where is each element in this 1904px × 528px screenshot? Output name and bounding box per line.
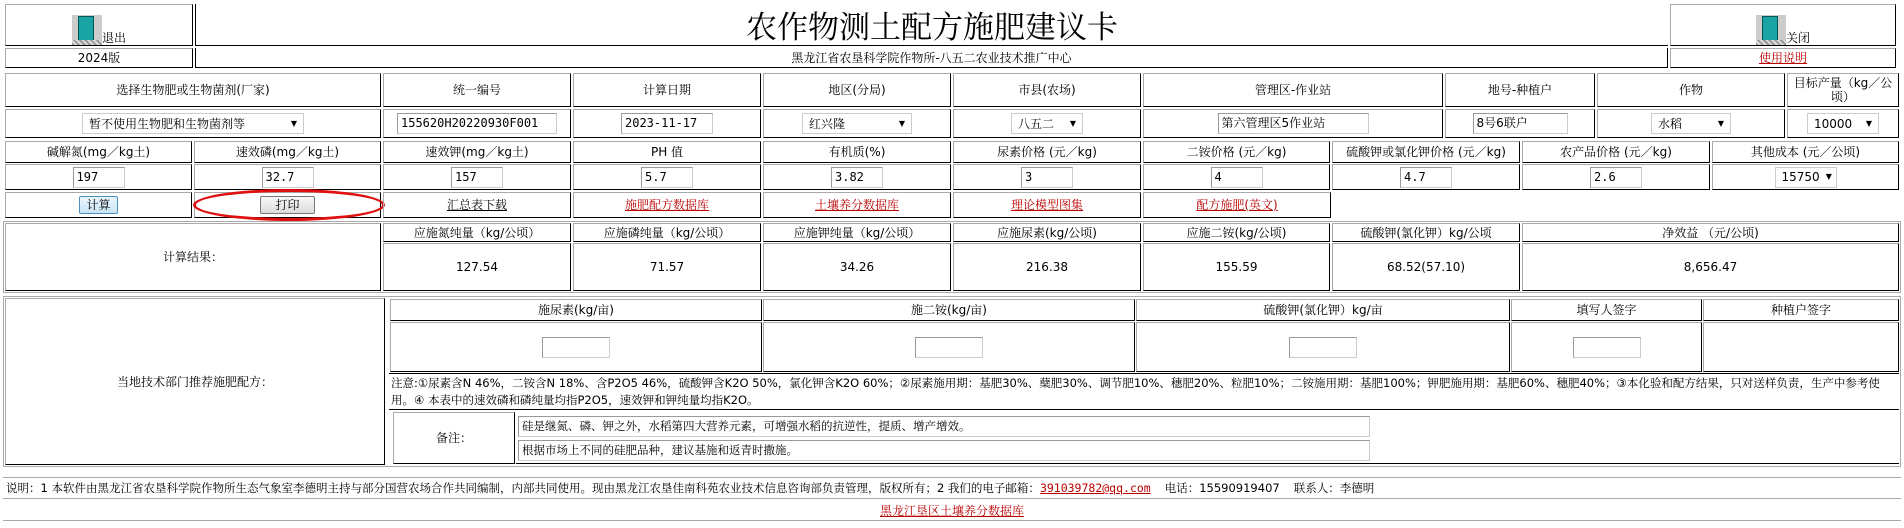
result-value: 127.54: [383, 243, 571, 291]
formula-db-cell: [573, 192, 761, 218]
soil-db-link[interactable]: 土壤养分数据库: [814, 198, 899, 212]
target-cell: [1787, 109, 1899, 138]
phone-text: 电话：15590919407: [1164, 481, 1280, 495]
recommend-header: 种植户签字: [1703, 299, 1899, 321]
header-farm: 市县(农场): [953, 73, 1141, 107]
page-title: 农作物测土配方施肥建议卡: [195, 4, 1668, 46]
dap-price-input[interactable]: 4: [1211, 167, 1263, 188]
target-select[interactable]: [1807, 113, 1879, 134]
header-other-cost: 其他成本 (元／公顷): [1712, 141, 1899, 163]
summary-cell: [383, 192, 571, 218]
door-icon: [1756, 15, 1786, 45]
cell-dap-price: [1143, 164, 1330, 190]
result-header: 应施二铵(kg/公顷): [1143, 223, 1330, 242]
recommend-cell: [1703, 322, 1899, 372]
target-value: 10000: [1814, 116, 1853, 131]
result-header: 应施磷纯量（kg/公顷）: [573, 223, 761, 242]
product-price-input[interactable]: 2.6: [1590, 167, 1642, 188]
header-product-price: 农产品价格 (元／kg): [1522, 141, 1710, 163]
calculate-button[interactable]: 计算: [79, 196, 117, 214]
code-cell: [383, 109, 571, 138]
farm-value: 八五二: [1018, 116, 1055, 131]
other-cost-select[interactable]: [1775, 167, 1837, 188]
note-text: 注意:①尿素含N 46%，二铵含N 18%、含P2O5 46%，硫酸钾含K2O 50%，氯化钾含K2O 60%；②尿素施用期：基肥30%、蘖肥30%、调节肥10%、穗肥20%、粒肥10%；二铵施用期：基肥100%；钾肥施用期：基肥60%、穗肥40%；③本化验和配方结果，只对送样负责，生产中参考使用。④ 本表中的速效磷和磷纯量均指P2O5，速效钾和钾纯量均指K2O。: [389, 373, 1899, 410]
exit-button[interactable]: [5, 4, 193, 46]
recommend-cell: [763, 322, 1135, 372]
region-value: 红兴隆: [809, 116, 846, 131]
cell-potassium: [383, 164, 571, 190]
recommend-input[interactable]: [915, 337, 983, 358]
close-label: 关闭: [1785, 31, 1810, 45]
cell-organic: [763, 164, 951, 190]
version-label: 2024版: [5, 48, 193, 68]
header-phosphorus: 速效磷(mg／kg土): [194, 141, 381, 163]
recommend-cell: [1136, 322, 1510, 372]
help-link[interactable]: 使用说明: [1758, 51, 1807, 65]
remarks-input-1[interactable]: 硅是继氮、磷、钾之外，水稻第四大营养元素，可增强水稻的抗逆性，提质、增产增效。: [518, 416, 1370, 437]
date-cell: [573, 109, 761, 138]
recommend-input[interactable]: [542, 337, 610, 358]
print-cell: [194, 192, 381, 218]
potassium-input[interactable]: 157: [451, 167, 503, 188]
recommend-header: 硫酸钾(氯化钾）kg/亩: [1136, 299, 1510, 321]
close-button[interactable]: [1670, 4, 1896, 46]
nitrogen-input[interactable]: 197: [73, 167, 125, 188]
biofert-select[interactable]: [82, 113, 304, 134]
results-label: 计算结果：: [5, 223, 381, 291]
header-region: 地区(分局): [763, 73, 951, 107]
contact-text: 联系人：李德明: [1293, 481, 1375, 495]
cell-phosphorus: [194, 164, 381, 190]
door-icon: [72, 15, 102, 45]
dropdown-arrow-icon: ▼: [1069, 118, 1076, 128]
result-value: 71.57: [573, 243, 761, 291]
crop-value: 水稻: [1658, 116, 1683, 131]
model-atlas-cell: [953, 192, 1141, 218]
result-value: 8,656.47: [1522, 243, 1899, 291]
footer-text: 说明：1 本软件由黑龙江省农垦科学院作物所生态气象室李德明主持与部分国营农场合作共同编制，内部共同使用。现由黑龙江农垦佳南科苑农业技术信息咨询部负责管理，版权所有；2 我们的电子邮箱：: [6, 481, 1040, 495]
recommend-cell: [1511, 322, 1702, 372]
dropdown-arrow-icon: ▼: [290, 118, 297, 128]
email-link[interactable]: 391039782@qq.com: [1039, 481, 1151, 495]
header-urea-price: 尿素价格 (元／kg): [953, 141, 1141, 163]
header-plot: 地号-种植户: [1445, 73, 1595, 107]
help-cell: [1670, 48, 1896, 68]
phosphorus-input[interactable]: 32.7: [262, 167, 314, 188]
model-atlas-link[interactable]: 理论模型图集: [1010, 198, 1083, 212]
farm-cell: [953, 109, 1141, 138]
dropdown-arrow-icon: ▼: [1865, 118, 1872, 128]
recommend-input[interactable]: [1289, 337, 1357, 358]
station-input[interactable]: 第六管理区5作业站: [1218, 113, 1369, 134]
header-dap-price: 二铵价格 (元／kg): [1143, 141, 1330, 163]
result-value: 34.26: [763, 243, 951, 291]
header-potash-price: 硫酸钾或氯化钾价格 (元／kg): [1332, 141, 1520, 163]
biofert-value: 暂不使用生物肥和生物菌剂等: [89, 116, 246, 131]
calc-cell: [5, 192, 192, 218]
footer-link-row: [3, 501, 1901, 521]
recommend-header: 施尿素(kg/亩): [390, 299, 762, 321]
region-cell: [763, 109, 951, 138]
plot-input[interactable]: 8号6联户: [1473, 113, 1568, 134]
result-header: 应施尿素(kg/公顷): [953, 223, 1141, 242]
region-select[interactable]: [802, 113, 912, 134]
cell-ph: [573, 164, 761, 190]
plot-cell: [1445, 109, 1595, 138]
farm-select[interactable]: [1011, 113, 1083, 134]
header-potassium: 速效钾(mg／kg土): [383, 141, 571, 163]
soil-db-footer-link[interactable]: 黑龙江垦区土壤养分数据库: [879, 504, 1024, 518]
station-cell: [1143, 109, 1443, 138]
footer-info: [3, 477, 1901, 499]
recommend-header: 施二铵(kg/亩): [763, 299, 1135, 321]
other-cost-value: 15750: [1781, 170, 1820, 184]
recommend-input[interactable]: [1573, 337, 1641, 358]
formula-db-link[interactable]: 施肥配方数据库: [624, 198, 709, 212]
result-header: 应施氮纯量（kg/公顷）: [383, 223, 571, 242]
header-station: 管理区-作业站: [1143, 73, 1443, 107]
summary-download-link[interactable]: 汇总表下载: [446, 198, 507, 212]
date-input[interactable]: 2023-11-17: [621, 113, 713, 134]
recommend-label: 当地技术部门推荐施肥配方：: [5, 298, 385, 465]
organic-input[interactable]: 3.82: [831, 167, 883, 188]
header-ph: PH 值: [573, 141, 761, 163]
cell-nitrogen: [5, 164, 192, 190]
remarks-label: 备注：: [393, 412, 515, 464]
header-organic: 有机质(%): [763, 141, 951, 163]
result-header: 净效益 （元/公顷): [1522, 223, 1899, 242]
result-header: 硫酸钾(氯化钾）kg/公顷: [1332, 223, 1520, 242]
dropdown-arrow-icon: ▼: [898, 118, 905, 128]
recommend-header: 填写人签字: [1511, 299, 1702, 321]
dropdown-arrow-icon: ▼: [1717, 118, 1724, 128]
result-value: 155.59: [1143, 243, 1330, 291]
urea-price-input[interactable]: 3: [1021, 167, 1073, 188]
cell-potash-price: [1332, 164, 1520, 190]
print-button[interactable]: 打印: [260, 196, 314, 214]
soil-db-cell: [763, 192, 951, 218]
english-cell: [1143, 192, 1331, 218]
recommend-cell: [390, 322, 762, 372]
result-value: 216.38: [953, 243, 1141, 291]
potash-price-input[interactable]: 4.7: [1400, 167, 1452, 188]
exit-label: 退出: [101, 31, 126, 45]
cell-other-cost: [1712, 164, 1899, 190]
remarks-input-2[interactable]: 根据市场上不同的硅肥品种，建议基施和返青时撒施。: [518, 440, 1370, 461]
dropdown-arrow-icon: ▼: [1825, 172, 1832, 181]
crop-cell: [1597, 109, 1785, 138]
ph-input[interactable]: 5.7: [641, 167, 693, 188]
header-biofert: 选择生物肥或生物菌剂(厂家): [5, 73, 381, 107]
header-crop: 作物: [1597, 73, 1785, 107]
cell-product-price: [1522, 164, 1710, 190]
subtitle: 黑龙江省农垦科学院作物所-八五二农业技术推广中心: [195, 48, 1668, 68]
result-header: 应施钾纯量（kg/公顷）: [763, 223, 951, 242]
header-date: 计算日期: [573, 73, 761, 107]
crop-select[interactable]: [1651, 113, 1731, 134]
header-nitrogen: 碱解氮(mg／kg土): [5, 141, 192, 163]
code-input[interactable]: 155620H20220930F001: [397, 113, 557, 134]
result-value: 68.52(57.10): [1332, 243, 1520, 291]
biofert-cell: [5, 109, 381, 138]
header-code: 统一编号: [383, 73, 571, 107]
header-target: 目标产量（kg／公顷）: [1787, 73, 1899, 107]
english-link[interactable]: 配方施肥(英文): [1196, 198, 1278, 212]
cell-urea-price: [953, 164, 1141, 190]
